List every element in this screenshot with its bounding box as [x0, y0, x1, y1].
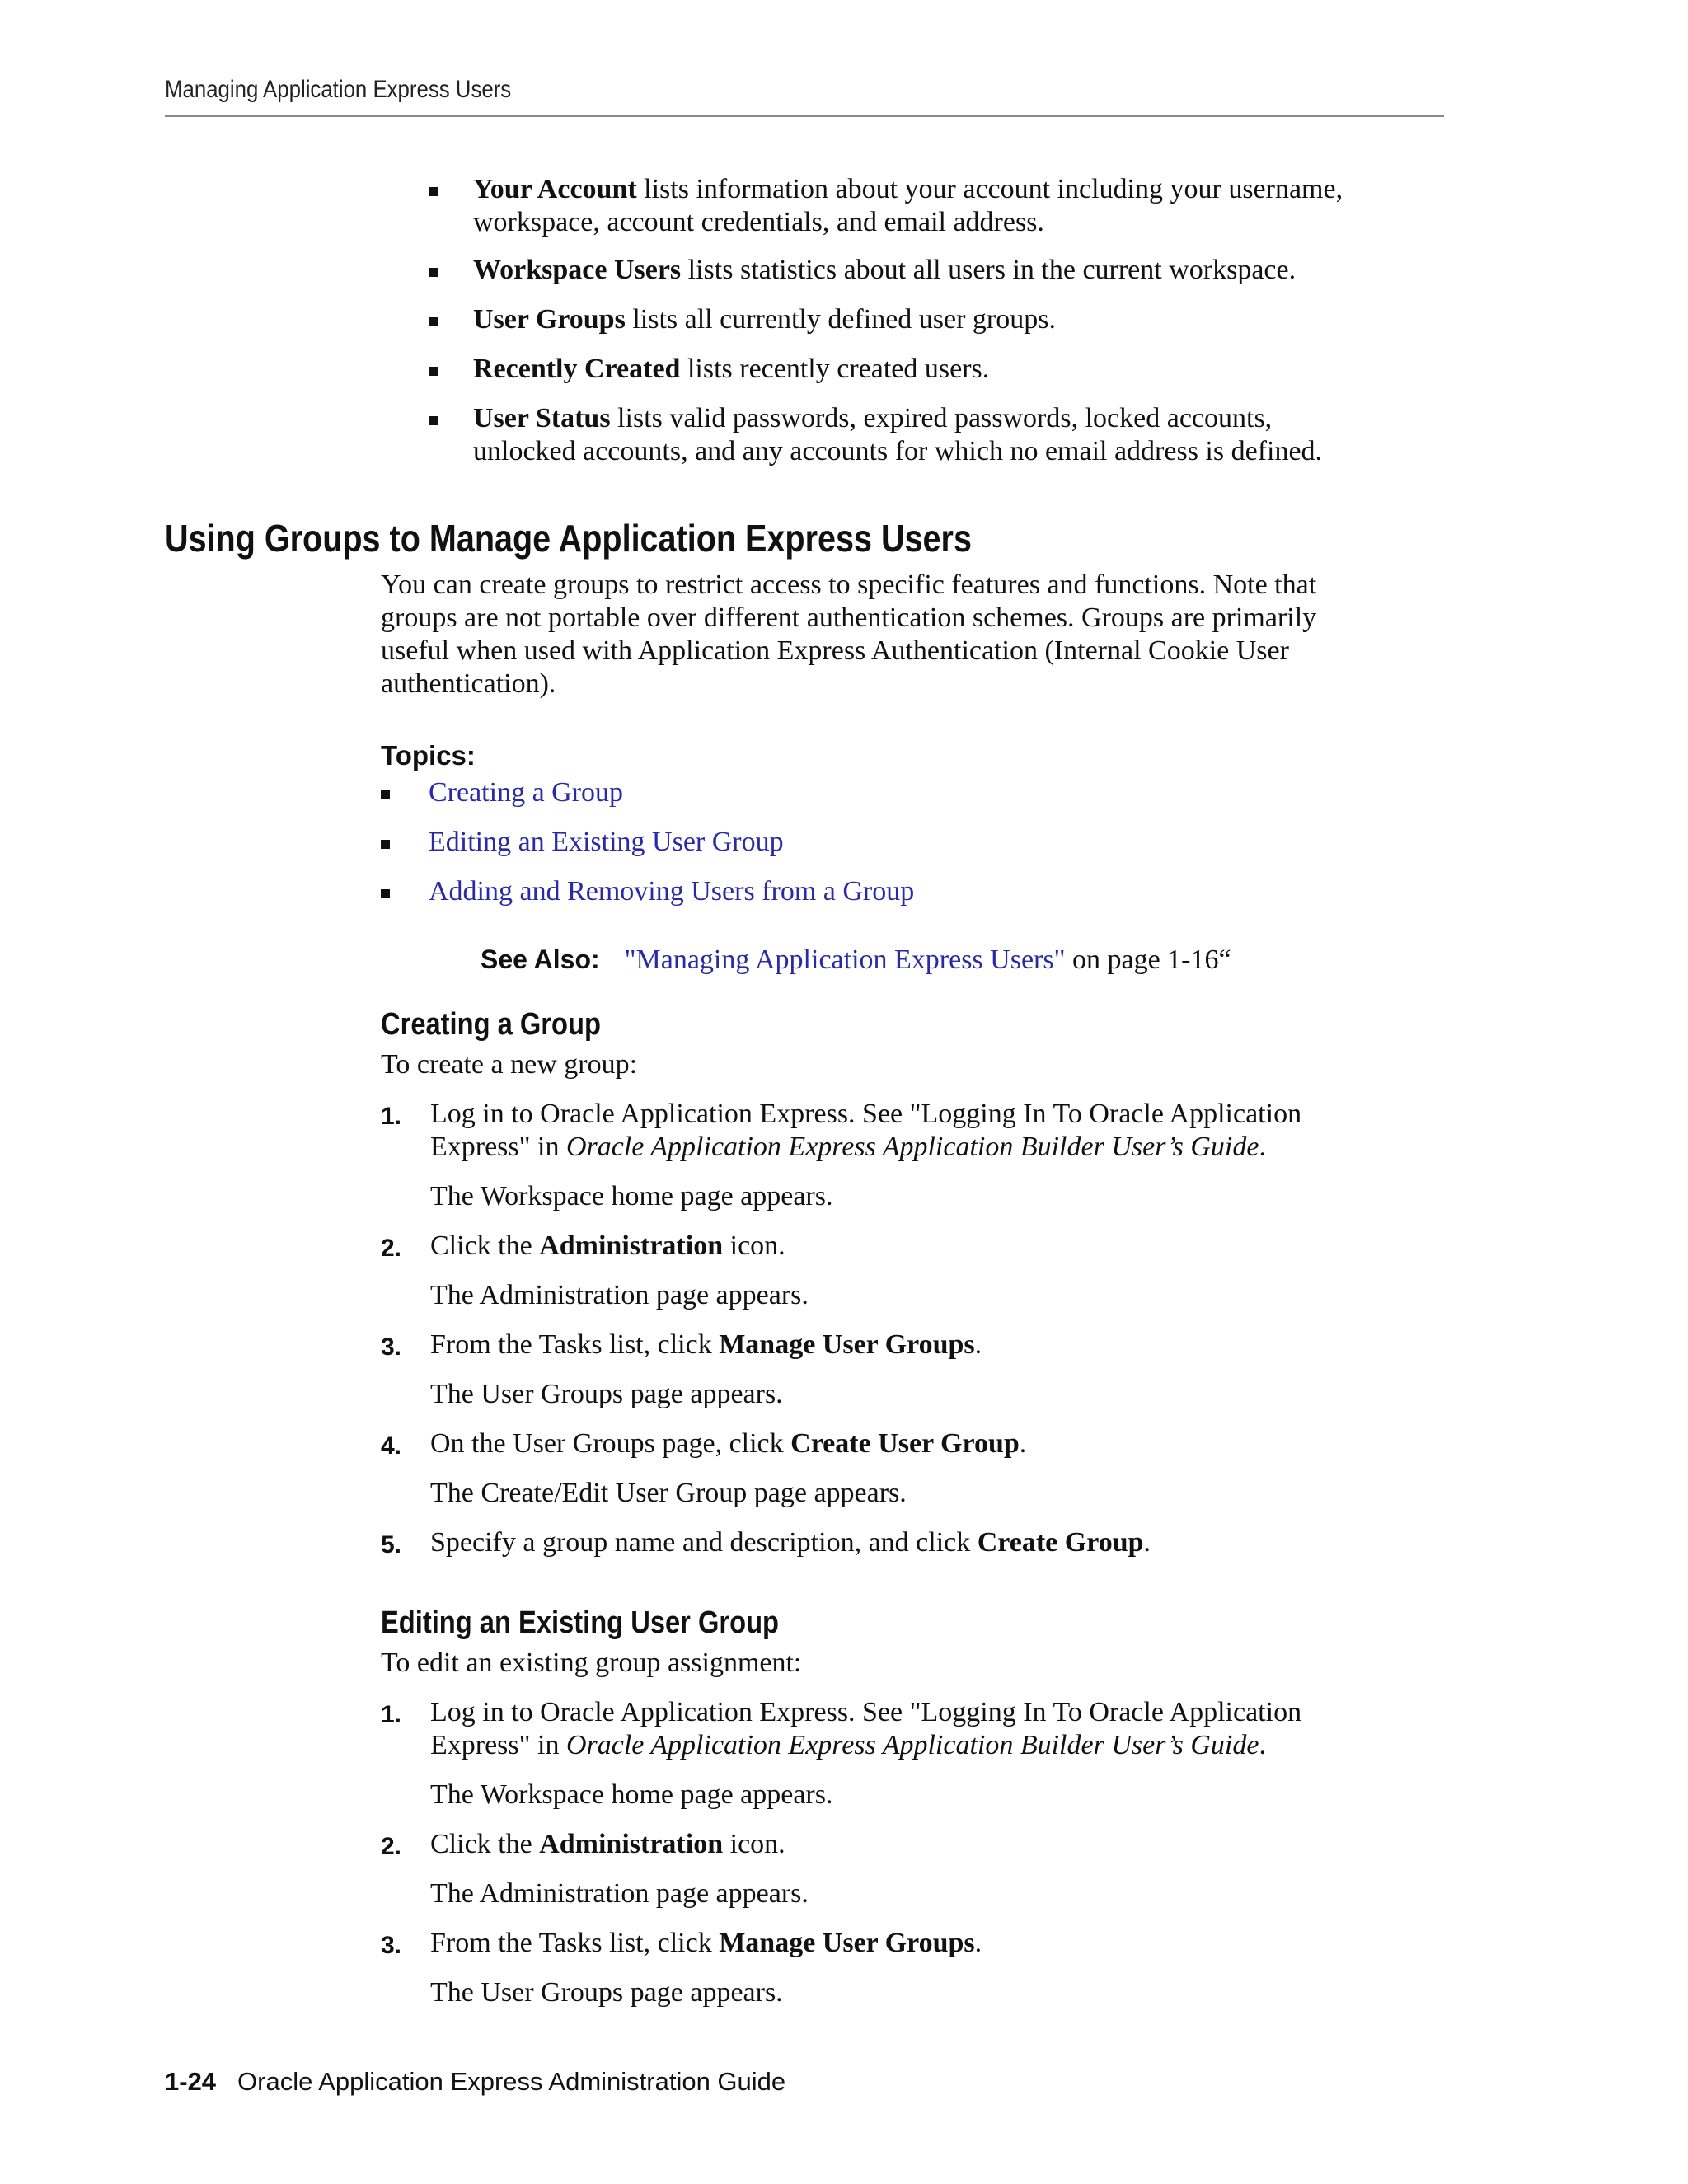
- topic-link-creating-a-group[interactable]: Creating a Group: [429, 777, 624, 808]
- step-text-part: Express" in: [430, 1730, 566, 1760]
- bullet-square-icon: [429, 317, 438, 326]
- step-number: 2.: [381, 1235, 402, 1262]
- bullet-term: Your Account: [473, 174, 637, 204]
- step-result: The Create/Edit User Group page appears.: [430, 1478, 907, 1508]
- section-intro-paragraph: [381, 569, 1316, 701]
- book-title: Oracle Application Express Administration Guide: [237, 2067, 786, 2096]
- step-text-part: icon.: [723, 1829, 785, 1859]
- step-number: 3.: [381, 1333, 402, 1361]
- step-text: [430, 1329, 982, 1361]
- step-text-part: .: [974, 1928, 982, 1958]
- ui-term: Administration: [539, 1230, 724, 1261]
- bullet-term: User Status: [473, 403, 611, 434]
- step-text-continuation: [430, 1729, 1266, 1762]
- step-text-part: Click the: [430, 1230, 540, 1261]
- page-footer: [165, 2067, 785, 2097]
- step-text-part: .: [1143, 1527, 1151, 1558]
- bullet-term: Workspace Users: [473, 255, 682, 285]
- step-text: [430, 1927, 982, 1960]
- see-also-label: See Also:: [481, 944, 600, 974]
- step-number: 1.: [381, 1701, 402, 1728]
- see-also-note: [481, 943, 1231, 977]
- guide-title: Oracle Application Express Application Builder User’s Guide: [565, 1730, 1259, 1760]
- bullet-continuation: unlocked accounts, and any accounts for which no email address is defined.: [473, 436, 1323, 466]
- editing-intro: To edit an existing group assignment:: [381, 1647, 802, 1678]
- step-number: 4.: [381, 1432, 402, 1460]
- step-text-part: Express" in: [430, 1132, 566, 1162]
- section-heading: Using Groups to Manage Application Express Users: [165, 517, 972, 560]
- step-number: 3.: [381, 1932, 402, 1959]
- topic-link-adding-removing-users[interactable]: Adding and Removing Users from a Group: [429, 876, 915, 907]
- guide-title: Oracle Application Express Application Builder User’s Guide: [565, 1132, 1259, 1162]
- bullet-square-icon: [429, 187, 438, 196]
- step-text-part: icon.: [723, 1230, 785, 1261]
- header-rule: [165, 115, 1444, 117]
- bullet-text: lists information about your account including your username,: [636, 174, 1343, 204]
- step-text: [430, 1230, 785, 1263]
- step-text-part: From the Tasks list, click: [430, 1329, 720, 1360]
- step-text-part: Specify a group name and description, and click: [430, 1527, 978, 1558]
- page-number: 1-24: [165, 2067, 217, 2096]
- step-text: Log in to Oracle Application Express. See "Logging In To Oracle Application: [430, 1099, 1302, 1129]
- step-text-part: On the User Groups page, click: [430, 1428, 791, 1459]
- ui-term: Create Group: [977, 1527, 1144, 1558]
- step-text-continuation: [430, 1131, 1266, 1164]
- ui-term: Create User Group: [790, 1428, 1020, 1459]
- ui-term: Manage User Groups: [719, 1928, 975, 1958]
- subheading-creating-a-group: Creating a Group: [381, 1007, 601, 1042]
- paragraph-line: You can create groups to restrict access to specific features and functions. Note that: [381, 569, 1317, 600]
- bullet-text: lists recently created users.: [680, 354, 990, 384]
- creating-intro: To create a new group:: [381, 1049, 638, 1080]
- step-text: [430, 1526, 1151, 1559]
- paragraph-line: groups are not portable over different authentication schemes. Groups are primarily: [381, 602, 1317, 633]
- step-text-part: .: [974, 1329, 982, 1360]
- step-result: The Administration page appears.: [430, 1280, 809, 1310]
- ui-term: Administration: [539, 1829, 724, 1859]
- step-text: Log in to Oracle Application Express. See "Logging In To Oracle Application: [430, 1697, 1302, 1727]
- step-number: 2.: [381, 1833, 402, 1860]
- bullet-square-icon: [381, 889, 390, 898]
- step-text-part: From the Tasks list, click: [430, 1928, 720, 1958]
- bullet-text: lists all currently defined user groups.: [625, 304, 1056, 335]
- step-result: The Workspace home page appears.: [430, 1779, 833, 1810]
- bullet-term: Recently Created: [473, 354, 681, 384]
- step-result: The User Groups page appears.: [430, 1379, 783, 1409]
- bullet-text: lists statistics about all users in the current workspace.: [681, 255, 1296, 285]
- bullet-continuation: workspace, account credentials, and email address.: [473, 207, 1044, 237]
- bullet-square-icon: [381, 840, 390, 849]
- bullet-text: lists valid passwords, expired passwords, locked accounts,: [610, 403, 1273, 434]
- bullet-square-icon: [429, 416, 438, 425]
- step-text-part: Click the: [430, 1829, 540, 1859]
- step-result: The Administration page appears.: [430, 1878, 809, 1909]
- bullet-term: User Groups: [473, 304, 626, 335]
- bullet-square-icon: [381, 790, 390, 799]
- see-also-link[interactable]: "Managing Application Express Users": [624, 944, 1066, 975]
- running-header: Managing Application Express Users: [165, 76, 512, 103]
- see-also-suffix: on page 1-16“: [1065, 944, 1231, 975]
- step-result: The Workspace home page appears.: [430, 1181, 833, 1212]
- ui-term: Manage User Groups: [719, 1329, 975, 1360]
- topics-label: Topics:: [381, 740, 476, 771]
- paragraph-line: authentication).: [381, 668, 556, 699]
- step-number: 1.: [381, 1103, 402, 1130]
- step-result: The User Groups page appears.: [430, 1977, 783, 2008]
- paragraph-line: useful when used with Application Express Authentication (Internal Cookie User: [381, 635, 1289, 666]
- step-text-part: .: [1259, 1730, 1266, 1760]
- step-text-part: .: [1259, 1132, 1266, 1162]
- step-text: [430, 1828, 785, 1861]
- subheading-editing-group: Editing an Existing User Group: [381, 1605, 779, 1640]
- topic-link-editing-group[interactable]: Editing an Existing User Group: [429, 827, 784, 857]
- bullet-square-icon: [429, 268, 438, 277]
- bullet-square-icon: [429, 367, 438, 376]
- step-text: [430, 1427, 1026, 1460]
- step-number: 5.: [381, 1531, 402, 1558]
- step-text-part: .: [1019, 1428, 1027, 1459]
